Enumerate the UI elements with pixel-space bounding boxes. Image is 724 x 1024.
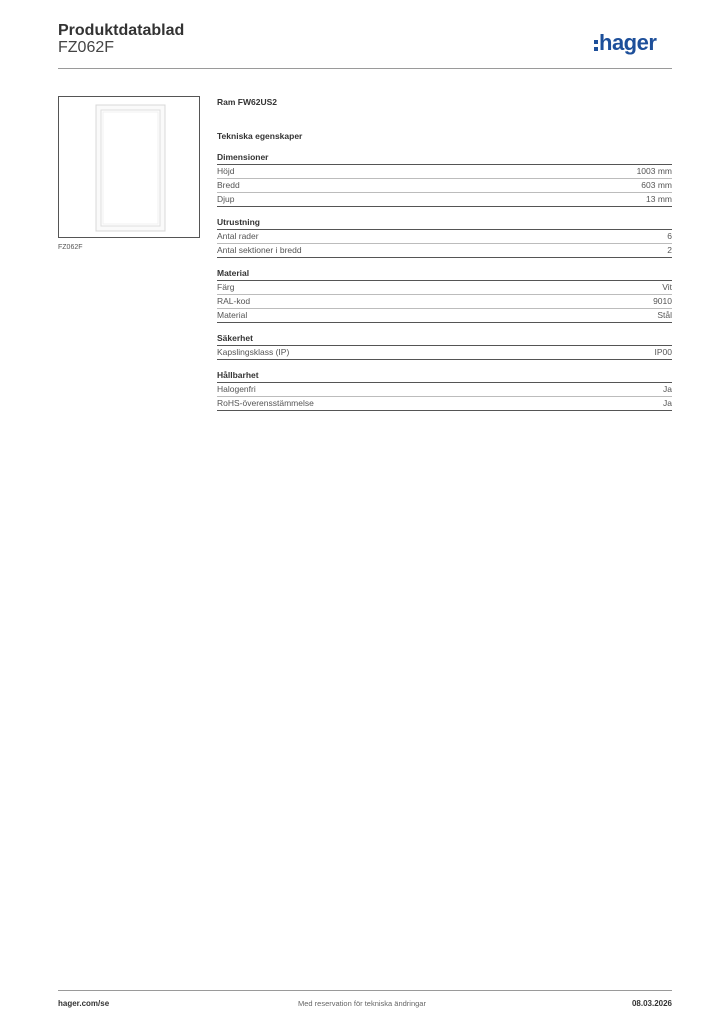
spec-row: [217, 281, 672, 295]
spec-row: [217, 346, 672, 360]
footer-disclaimer: Med reservation för tekniska ändringar: [298, 999, 426, 1008]
spec-label: Höjd: [217, 166, 235, 176]
spec-label: Kapslingsklass (IP): [217, 347, 290, 357]
spec-label: RoHS-överensstämmelse: [217, 398, 314, 408]
spec-group-equipment: [217, 216, 672, 258]
logo-text: hager: [599, 30, 657, 55]
spec-group-safety: [217, 332, 672, 360]
spec-value: Stål: [657, 310, 672, 320]
page-title: Produktdatablad: [58, 22, 185, 39]
group-title: Hållbarhet: [217, 369, 672, 383]
spec-label: RAL-kod: [217, 296, 251, 306]
product-code: FZ062F: [58, 39, 115, 56]
spec-group-material: [217, 267, 672, 323]
spec-group-sustainability: [217, 369, 672, 411]
spec-value: 13 mm: [646, 194, 672, 204]
spec-label: Material: [217, 310, 248, 320]
spec-label: Färg: [217, 282, 235, 292]
logo-dots-icon: [594, 40, 598, 51]
spec-row: [217, 179, 672, 193]
footer-divider: [58, 990, 672, 991]
spec-value: Ja: [663, 398, 672, 408]
spec-value: 2: [667, 245, 672, 255]
header-divider: [58, 68, 672, 69]
spec-row: [217, 244, 672, 258]
group-title: Material: [217, 267, 672, 281]
spec-value: 1003 mm: [636, 166, 672, 176]
frame-illustration: [59, 97, 199, 237]
spec-row: [217, 193, 672, 207]
hager-logo: [594, 29, 656, 57]
footer-date: 08.03.2026: [631, 999, 672, 1008]
spec-label: Djup: [217, 194, 235, 204]
spec-row: [217, 165, 672, 179]
spec-label: Halogenfri: [217, 384, 256, 394]
spec-row: [217, 397, 672, 411]
product-image: [58, 96, 200, 238]
group-title: Utrustning: [217, 216, 672, 230]
spec-row: [217, 295, 672, 309]
footer-website-link[interactable]: hager.com/se: [58, 999, 110, 1008]
spec-value: Vit: [662, 282, 672, 292]
spec-title: Tekniska egenskaper: [217, 131, 303, 141]
spec-row: [217, 309, 672, 323]
image-caption: FZ062F: [58, 244, 83, 251]
spec-value: 9010: [653, 296, 672, 306]
spec-group-dimensions: [217, 151, 672, 207]
spec-value: IP00: [654, 347, 672, 357]
group-title: Säkerhet: [217, 332, 672, 346]
spec-section: [217, 96, 672, 411]
spec-label: Antal sektioner i bredd: [217, 245, 302, 255]
spec-value: Ja: [663, 384, 672, 394]
product-name: Ram FW62US2: [217, 97, 277, 107]
spec-row: [217, 230, 672, 244]
spec-value: 6: [667, 231, 672, 241]
spec-label: Antal rader: [217, 231, 259, 241]
group-title: Dimensioner: [217, 151, 672, 165]
spec-row: [217, 383, 672, 397]
spec-label: Bredd: [217, 180, 240, 190]
spec-value: 603 mm: [641, 180, 672, 190]
